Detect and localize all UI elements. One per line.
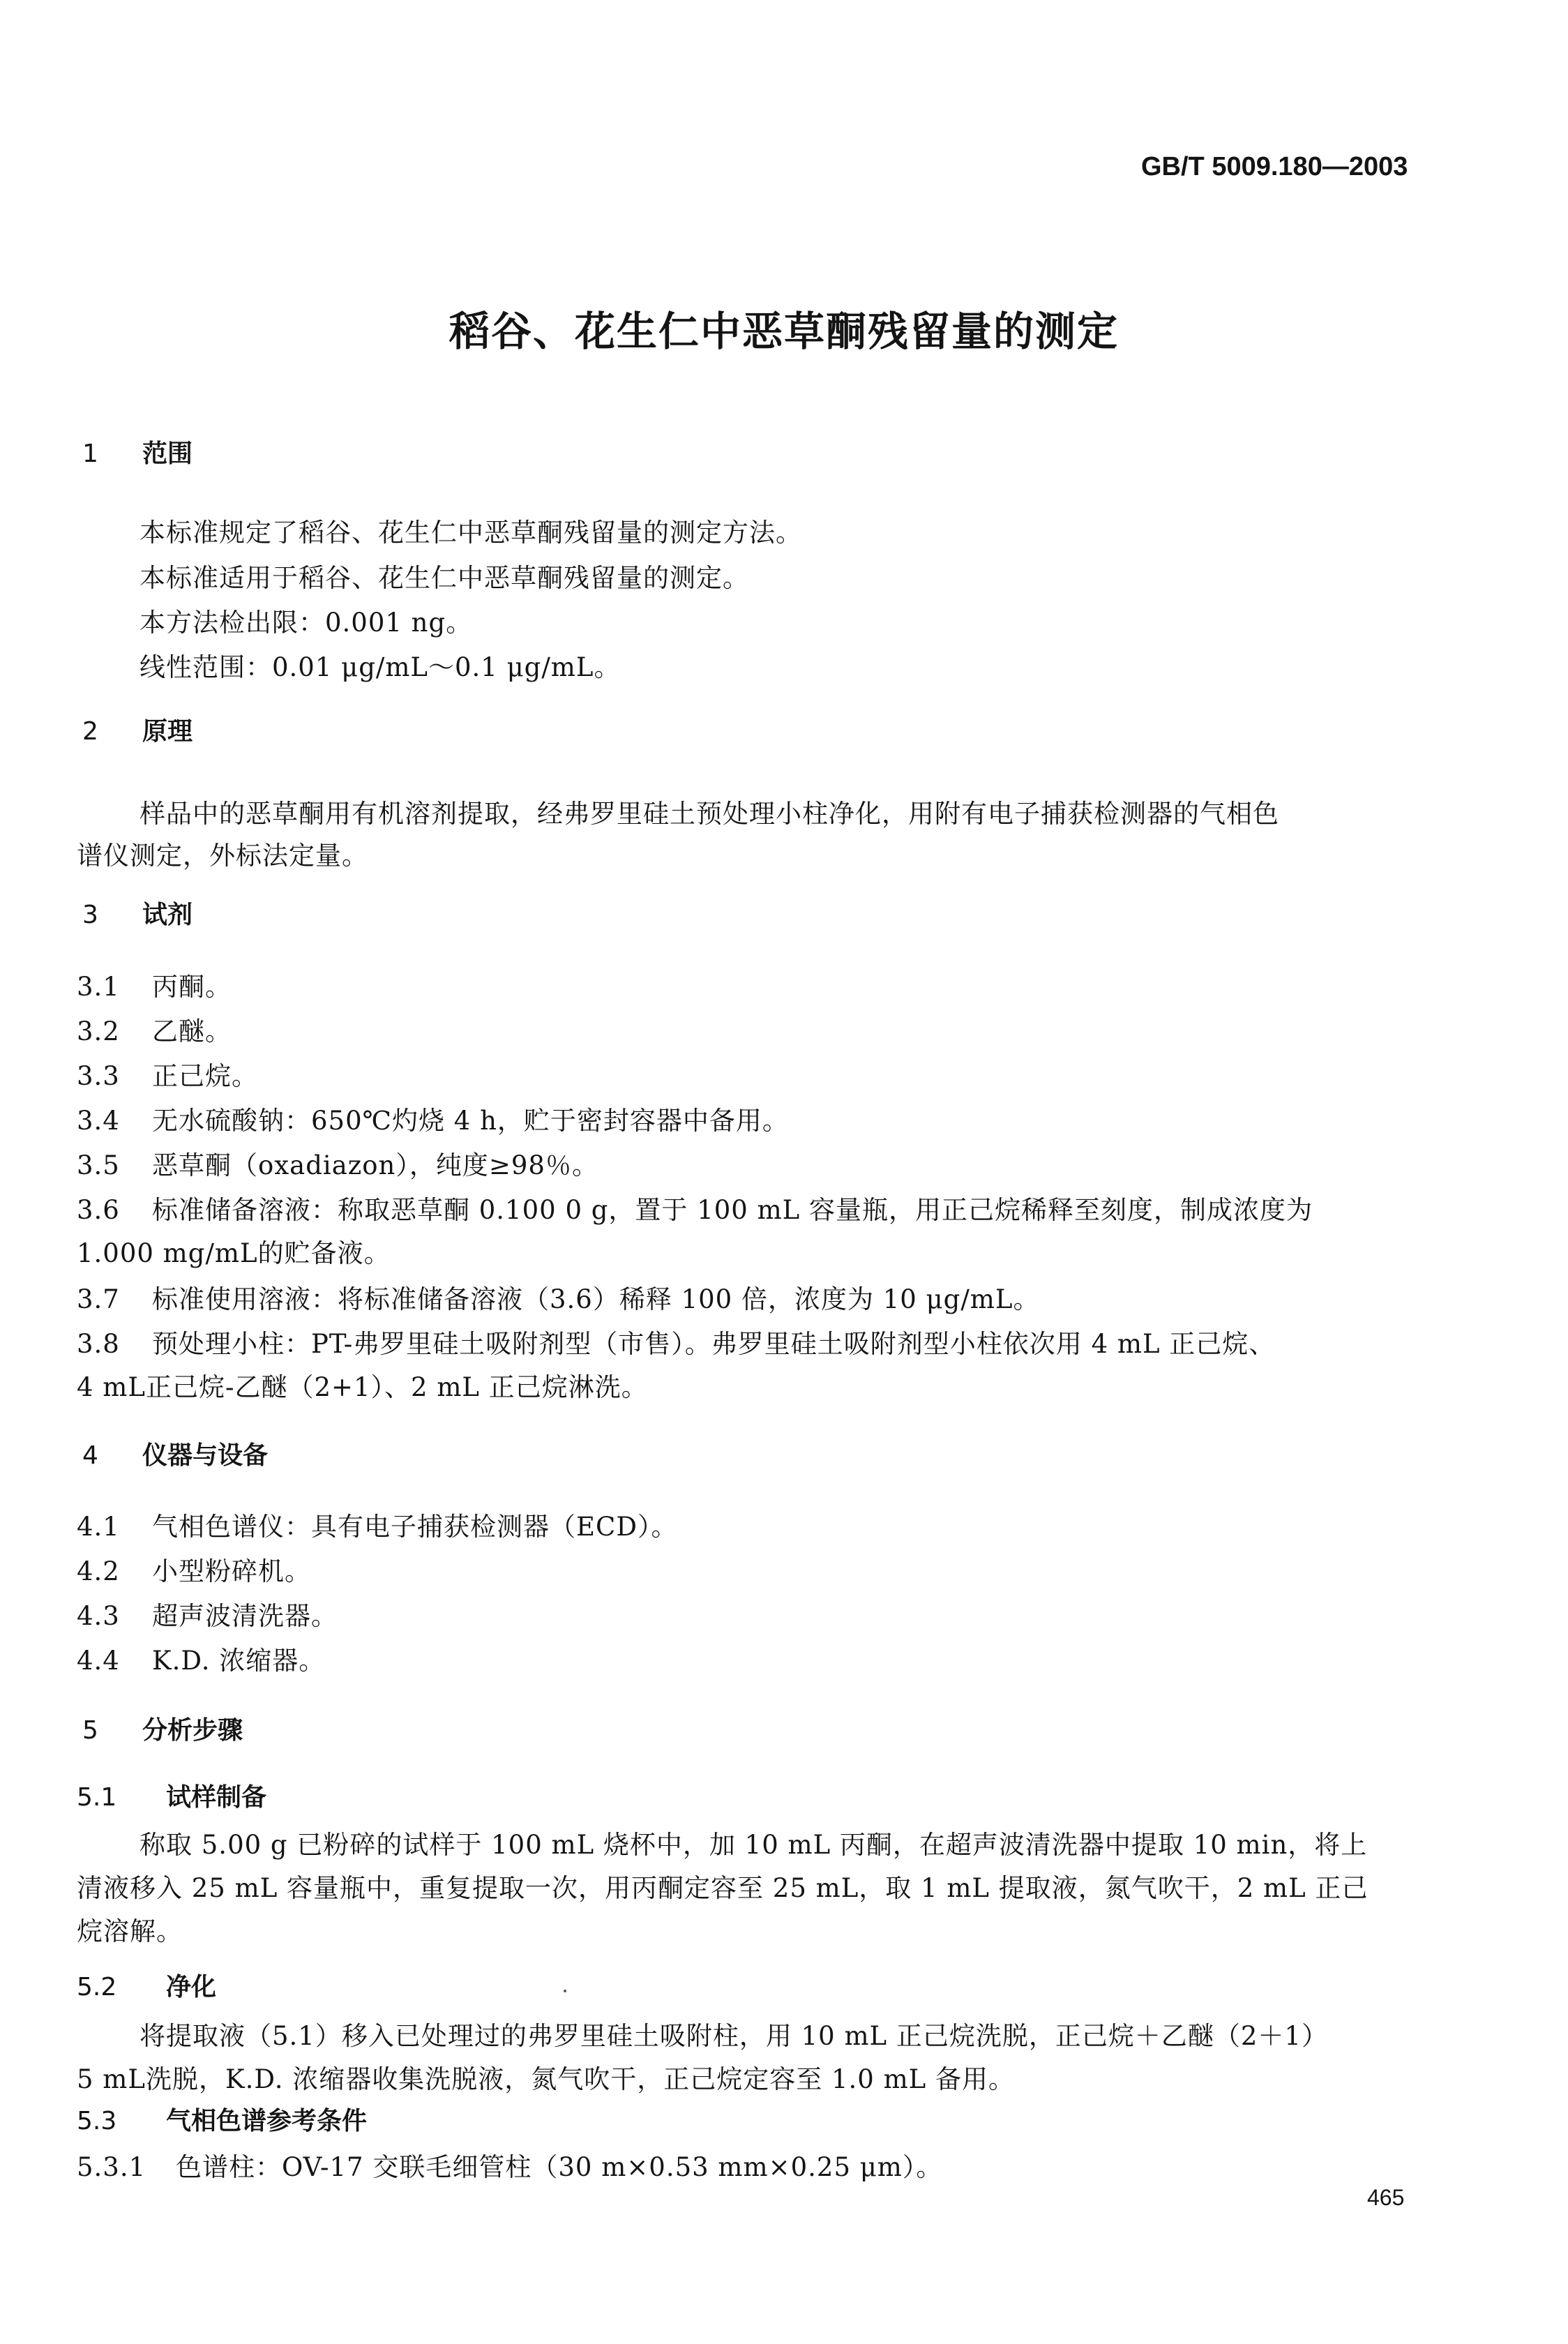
section-title: 分析步骤 (142, 1716, 243, 1745)
subsection-number: 5.2 (77, 1973, 117, 2001)
item-number: 3.5 (77, 1150, 120, 1180)
scan-speck (564, 1990, 566, 1992)
list-item (77, 2146, 942, 2184)
item-number: 5.3.1 (77, 2152, 146, 2182)
subsection-5-2-heading (77, 1967, 216, 2003)
item-text: 乙醚。 (152, 1016, 232, 1046)
list-item (77, 1144, 598, 1182)
section-number: 4 (82, 1441, 98, 1470)
paragraph: 本标准适用于稻谷、花生仁中恶草酮残留量的测定。 (140, 563, 749, 593)
section-4-heading (82, 1436, 268, 1471)
paragraph-line: 烷溶解。 (77, 1916, 183, 1946)
list-item (77, 1595, 338, 1632)
subsection-title: 试样制备 (166, 1783, 267, 1812)
item-text: 小型粉碎机。 (152, 1556, 311, 1586)
page-number: 465 (1367, 2185, 1405, 2210)
paragraph-line: 谱仪测定，外标法定量。 (77, 841, 368, 871)
subsection-title: 净化 (166, 1973, 217, 2001)
paragraph: 本方法检出限：0.001 ng。 (140, 608, 473, 638)
paragraph: 本标准规定了稻谷、花生仁中恶草酮残留量的测定方法。 (140, 518, 802, 548)
list-item (77, 1639, 325, 1677)
standard-code: GB/T 5009.180—2003 (1141, 152, 1408, 181)
item-number: 3.3 (77, 1061, 120, 1091)
section-number: 5 (82, 1716, 98, 1745)
list-item (77, 1099, 789, 1137)
item-number: 3.4 (77, 1106, 120, 1136)
item-number: 4.2 (77, 1556, 120, 1586)
document-title: 稻谷、花生仁中恶草酮残留量的测定 (448, 308, 1119, 355)
list-item (77, 1278, 1039, 1316)
section-5-heading (82, 1711, 243, 1746)
list-item (77, 1323, 1275, 1360)
paragraph-line: 清液移入 25 mL 容量瓶中，重复提取一次，用丙酮定容至 25 mL，取 1 mL 提取液，氮气吹干，2 mL 正己 (77, 1873, 1369, 1903)
subsection-5-1-heading (77, 1778, 266, 1813)
item-number: 3.1 (77, 972, 120, 1002)
list-item (77, 1055, 258, 1092)
section-number: 2 (82, 717, 98, 746)
item-number: 3.2 (77, 1016, 120, 1046)
subsection-5-3-heading (77, 2101, 367, 2137)
item-number: 4.1 (77, 1512, 120, 1542)
item-number: 4.3 (77, 1601, 120, 1631)
item-text: 丙酮。 (152, 972, 232, 1002)
paragraph-line: 样品中的恶草酮用有机溶剂提取，经弗罗里硅土预处理小柱净化，用附有电子捕获检测器的气相色 (140, 799, 1279, 829)
list-item (77, 1010, 232, 1048)
section-3-heading (82, 895, 193, 931)
section-title: 试剂 (142, 901, 193, 929)
paragraph-line: 5 mL洗脱，K.D. 浓缩器收集洗脱液，氮气吹干，正己烷定容至 1.0 mL 备用。 (77, 2064, 1016, 2094)
section-title: 原理 (142, 717, 193, 746)
item-text: 色谱柱：OV-17 交联毛细管柱（30 m×0.53 mm×0.25 μm）。 (176, 2152, 943, 2182)
item-number: 4.4 (77, 1646, 120, 1676)
item-text: 正己烷。 (152, 1061, 258, 1091)
paragraph-line: 称取 5.00 g 已粉碎的试样于 100 mL 烧杯中，加 10 mL 丙酮，在超声波清洗器中提取 10 min，将上 (140, 1830, 1368, 1860)
section-number: 3 (82, 901, 98, 929)
item-text: 气相色谱仪：具有电子捕获检测器（ECD）。 (152, 1512, 678, 1542)
item-text: 标准储备溶液：称取恶草酮 0.100 0 g，置于 100 mL 容量瓶，用正己烷稀释至刻度，制成浓度为 (152, 1195, 1313, 1225)
list-item (77, 1550, 311, 1588)
section-title: 仪器与设备 (142, 1441, 269, 1470)
item-text: 恶草酮（oxadiazon），纯度≥98％。 (152, 1150, 598, 1180)
list-item-continuation: 1.000 mg/mL的贮备液。 (77, 1238, 391, 1268)
list-item (77, 966, 232, 1003)
item-number: 3.8 (77, 1329, 120, 1359)
list-item-continuation: 4 mL正己烷-乙醚（2+1）、2 mL 正己烷淋洗。 (77, 1372, 648, 1402)
item-number: 3.7 (77, 1284, 120, 1314)
paragraph: 线性范围：0.01 μg/mL～0.1 μg/mL。 (140, 652, 621, 682)
subsection-title: 气相色谱参考条件 (166, 2107, 368, 2135)
item-number: 3.6 (77, 1195, 120, 1225)
subsection-number: 5.1 (77, 1783, 117, 1812)
section-number: 1 (82, 440, 98, 468)
item-text: K.D. 浓缩器。 (152, 1646, 326, 1676)
item-text: 预处理小柱：PT-弗罗里硅土吸附剂型（市售）。弗罗里硅土吸附剂型小柱依次用 4 mL 正己烷、 (152, 1329, 1276, 1359)
item-text: 超声波清洗器。 (152, 1601, 338, 1631)
list-item (77, 1505, 677, 1543)
item-text: 无水硫酸钠：650℃灼烧 4 h，贮于密封容器中备用。 (152, 1106, 789, 1136)
section-title: 范围 (142, 440, 193, 468)
item-text: 标准使用溶液：将标准储备溶液（3.6）稀释 100 倍，浓度为 10 μg/mL。 (152, 1284, 1040, 1314)
section-2-heading (82, 712, 193, 747)
paragraph-line: 将提取液（5.1）移入已处理过的弗罗里硅土吸附柱，用 10 mL 正己烷洗脱，正己烷＋乙醚（2＋1） (140, 2021, 1328, 2051)
list-item (77, 1189, 1313, 1226)
section-1-heading (82, 434, 193, 469)
subsection-number: 5.3 (77, 2107, 117, 2135)
